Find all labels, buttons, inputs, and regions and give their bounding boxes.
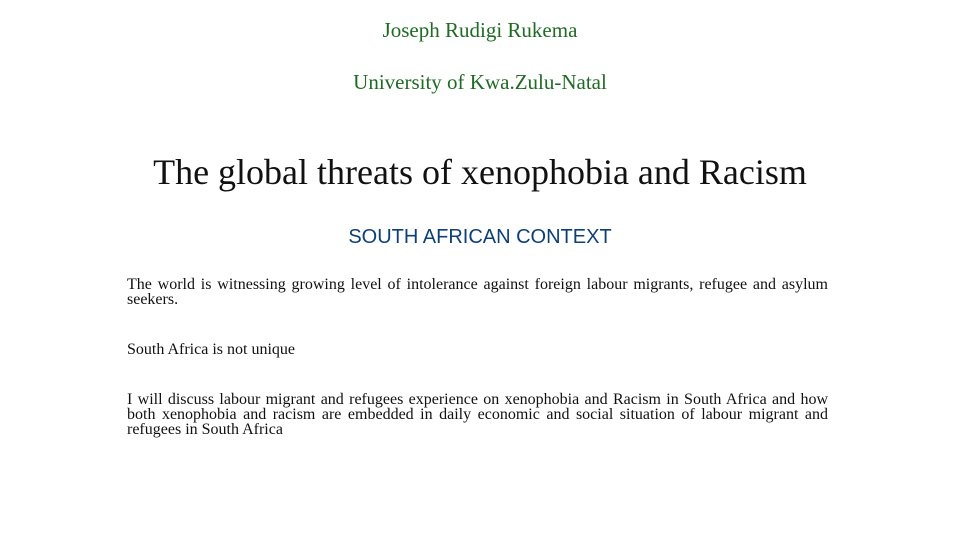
- paragraph-discussion: I will discuss labour migrant and refugees experience on xenophobia and Racism in South Africa and how both xenophobia and racism are embedded in daily economic and social situation of labour migrant and refugees in South Africa: [127, 391, 828, 438]
- paragraph-intolerance: The world is witnessing growing level of intolerance against foreign labour migrants, refugee and asylum seekers.: [127, 276, 828, 308]
- slide-title: The global threats of xenophobia and Racism: [153, 152, 807, 192]
- slide-subtitle: SOUTH AFRICAN CONTEXT: [348, 226, 612, 248]
- author-name: Joseph Rudigi Rukema: [382, 18, 578, 42]
- paragraph-south-africa: South Africa is not unique: [127, 341, 295, 358]
- university-name: University of Kwa.Zulu-Natal: [353, 70, 607, 94]
